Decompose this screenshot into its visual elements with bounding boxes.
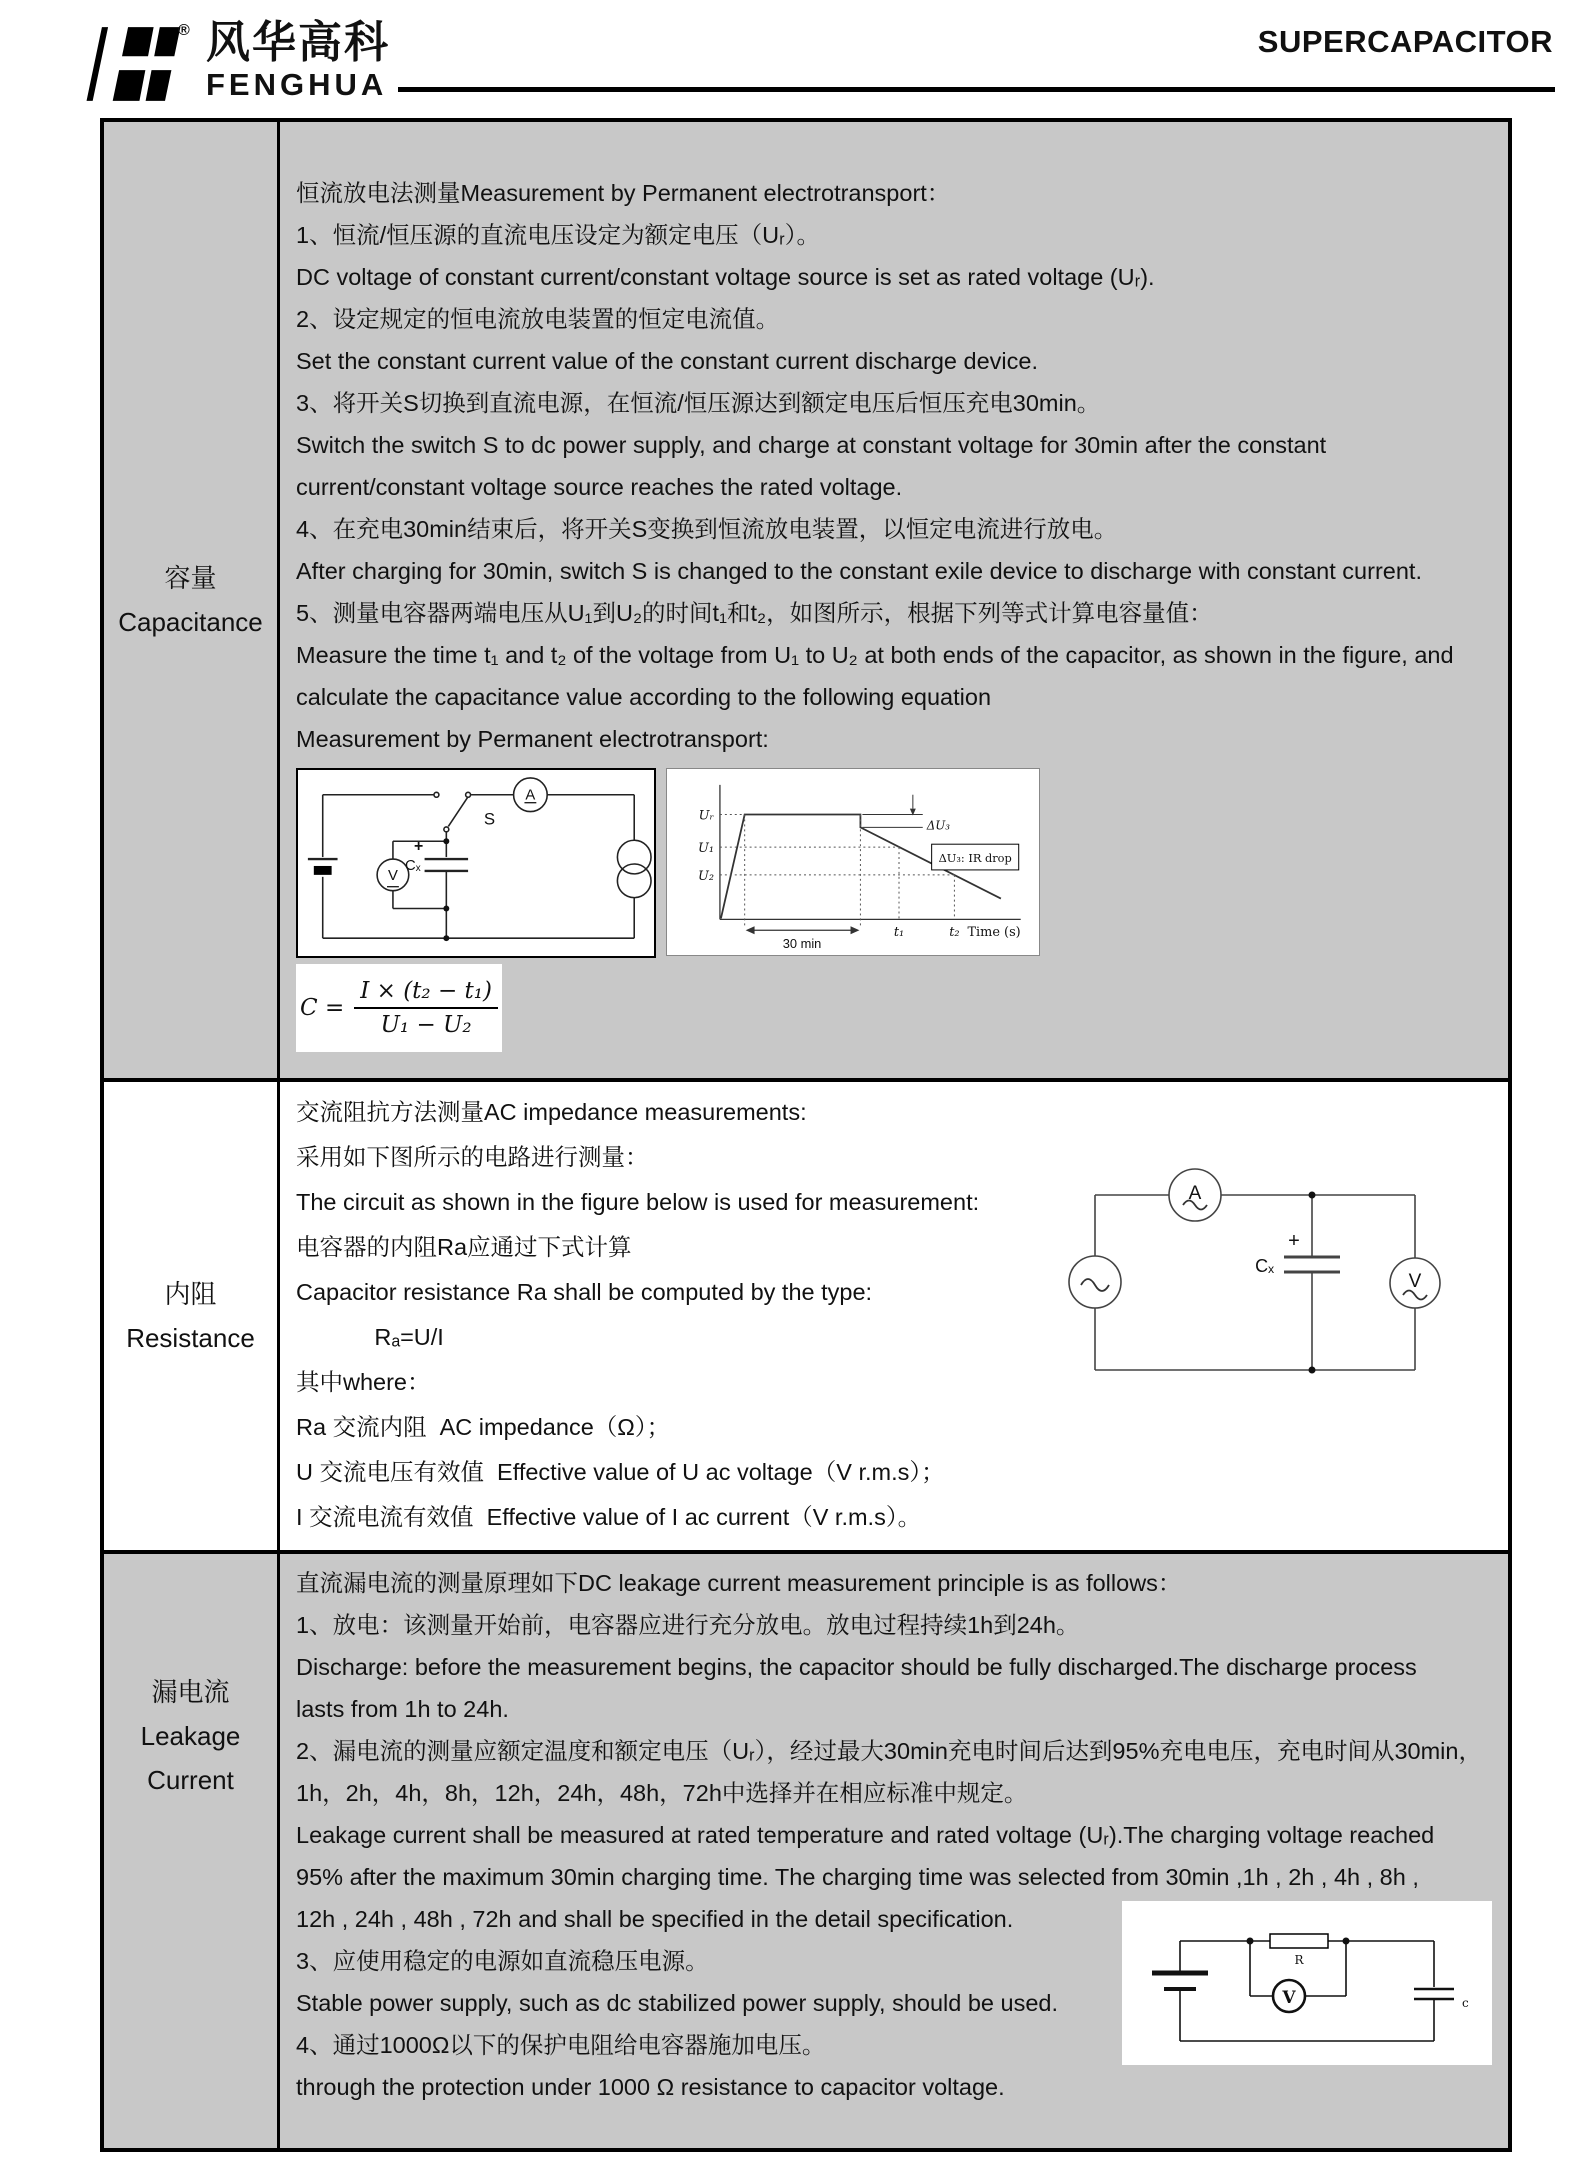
text-line: Ra 交流内阻 AC impedance（Ω）； [296, 1414, 671, 1440]
capacitor-label: c [1462, 1996, 1469, 2010]
leakage-content [280, 1554, 1508, 2148]
row-label-cn: 容量 [164, 563, 217, 593]
voltmeter-label: V [1282, 1988, 1296, 2008]
row-leakage-current [104, 1550, 1508, 2148]
text-line: 5、测量电容器两端电压从U₁到U₂的时间t₁和t₂，如图所示，根据下列等式计算电容量值： [296, 600, 1213, 626]
discharge-curve-graph [666, 768, 1040, 956]
leakage-current-circuit-diagram [1122, 1901, 1492, 2065]
header-divider [398, 87, 1555, 92]
capacitor-label: Cₓ [405, 857, 421, 874]
voltmeter-label: V [387, 867, 398, 884]
formula-numerator: I × (t₂ − t₁) [354, 978, 498, 1009]
text-line: U 交流电压有效值 Effective value of U ac voltage（V r.m.s）； [296, 1459, 945, 1485]
text-line: 2、漏电流的测量应额定温度和额定电压（Uᵣ），经过最大30min充电时间后达到95%充电电压，充电时间从30min， [296, 1738, 1482, 1764]
resistance-content [280, 1082, 1508, 1550]
text-line: 2、设定规定的恒电流放电装置的恒定电流值。 [296, 306, 780, 332]
switch-label: S [483, 809, 496, 829]
row-label-capacitance [104, 122, 280, 1078]
formula-fraction [354, 978, 498, 1038]
text-line: 3、应使用稳定的电源如直流稳压电源。 [296, 1948, 709, 1974]
brand-block [206, 20, 390, 101]
row-label-resistance [104, 1082, 280, 1550]
capacitance-circuit-diagram [296, 768, 656, 958]
text-line: After charging for 30min, switch S is changed to the constant exile device to discharge with constant current. [296, 558, 1422, 584]
y-label-u2: U₂ [697, 868, 714, 884]
text-line: Discharge: before the measurement begins, the capacitor should be fully discharged.The discharge process [296, 1654, 1417, 1680]
text-line: Leakage current shall be measured at rated temperature and rated voltage (Uᵣ).The charging voltage reached [296, 1822, 1435, 1848]
ac-impedance-circuit-diagram [1060, 1155, 1455, 1410]
text-line: 3、将开关S切换到直流电源，在恒流/恒压源达到额定电压后恒压充电30min。 [296, 390, 1101, 416]
row-label-leakage [104, 1554, 280, 2148]
text-line: Capacitor resistance Ra shall be computed by the type: [296, 1279, 873, 1305]
x-axis-title: Time (s) [967, 925, 1021, 941]
text-line: 1h，2h，4h，8h，12h，24h，48h，72h中选择并在相应标准中规定。 [296, 1780, 1028, 1806]
plus-sign: + [1288, 1230, 1300, 1252]
text-line: 采用如下图所示的电路进行测量： [296, 1144, 649, 1170]
capacitance-figures [296, 768, 1494, 958]
text-line: 交流阻抗方法测量AC impedance measurements: [296, 1099, 807, 1125]
row-label-en: Leakage Current [140, 1721, 241, 1795]
capacitance-content [280, 122, 1508, 1078]
x-label-t1: t₁ [893, 925, 905, 941]
row-resistance [104, 1078, 1508, 1550]
text-line: current/constant voltage source reaches the rated voltage. [296, 474, 903, 500]
text-line: lasts from 1h to 24h. [296, 1696, 509, 1722]
text-line: 1、放电：该测量开始前，电容器应进行充分放电。放电过程持续1h到24h。 [296, 1612, 1080, 1638]
text-line: DC voltage of constant current/constant voltage source is set as rated voltage (Uᵣ). [296, 264, 1155, 290]
brand-name-en: FENGHUA [206, 67, 388, 102]
text-line: 1、恒流/恒压源的直流电压设定为额定电压（Uᵣ）。 [296, 222, 820, 248]
resistor-label: R [1294, 1953, 1304, 1967]
x-span-30min: 30 min [782, 936, 822, 952]
text-line: Measure the time t₁ and t₂ of the voltage from U₁ to U₂ at both ends of the capacitor, as shown in the figure, and [296, 642, 1454, 668]
capacitance-formula [296, 964, 502, 1052]
text-line: Switch the switch S to dc power supply, and charge at constant voltage for 30min after the constant [296, 432, 1327, 458]
text-line: 4、在充电30min结束后，将开关S变换到恒流放电装置，以恒定电流进行放电。 [296, 516, 1118, 542]
text-line: 直流漏电流的测量原理如下DC leakage current measurement principle is as follows： [296, 1570, 1182, 1596]
row-label-cn: 漏电流 [151, 1677, 230, 1707]
capacitor-label: Cₓ [1255, 1256, 1274, 1276]
formula-denominator: U₁ − U₂ [380, 1012, 472, 1038]
text-line: Rₐ=U/I [296, 1324, 444, 1350]
voltmeter-label: V [1408, 1271, 1422, 1292]
text-line: 95% after the maximum 30min charging time. The charging time was selected from 30min ,1h , 2h , 4h , 8h , [296, 1864, 1419, 1890]
text-line: 电容器的内阻Ra应通过下式计算 [296, 1234, 632, 1260]
text-line: 恒流放电法测量Measurement by Permanent electrotransport： [296, 180, 951, 206]
text-line: 4、通过1000Ω以下的保护电阻给电容器施加电压。 [296, 2032, 826, 2058]
row-label-en: Resistance [126, 1323, 255, 1353]
text-line: Set the constant current value of the constant current discharge device. [296, 348, 1038, 374]
y-label-ur: Uᵣ [698, 808, 714, 824]
text-line: through the protection under 1000 Ω resistance to capacitor voltage. [296, 2074, 1005, 2100]
text-line: I 交流电流有效值 Effective value of I ac current（V r.m.s）。 [296, 1504, 922, 1530]
registered-trademark-icon: ® [178, 22, 190, 39]
plus-sign: + [414, 838, 424, 856]
x-label-t2: t₂ [949, 925, 960, 941]
text-line: Stable power supply, such as dc stabilized power supply, should be used. [296, 1990, 1059, 2016]
row-capacitance [104, 122, 1508, 1078]
document-title: SUPERCAPACITOR [1257, 24, 1553, 59]
text-line: 其中where： [296, 1369, 431, 1395]
formula-lhs: C = [300, 995, 345, 1021]
brand-name-cn: 风华高科 [206, 18, 390, 67]
delta-u3-label: ΔU₃ [926, 818, 951, 833]
ammeter-label: A [525, 787, 536, 804]
spec-table [100, 118, 1512, 2152]
text-line: calculate the capacitance value according to the following equation [296, 684, 992, 710]
row-label-en: Capacitance [118, 607, 263, 637]
text-line: 12h , 24h , 48h , 72h and shall be specified in the detail specification. [296, 1906, 1014, 1932]
ammeter-label: A [1188, 1183, 1202, 1204]
capacitance-text [296, 172, 1494, 760]
text-line: Measurement by Permanent electrotransport: [296, 726, 769, 752]
row-label-cn: 内阻 [164, 1279, 217, 1309]
y-label-u1: U₁ [697, 841, 714, 857]
text-line: The circuit as shown in the figure below is used for measurement: [296, 1189, 980, 1215]
ir-drop-note: ΔU₃: IR drop [938, 851, 1012, 865]
